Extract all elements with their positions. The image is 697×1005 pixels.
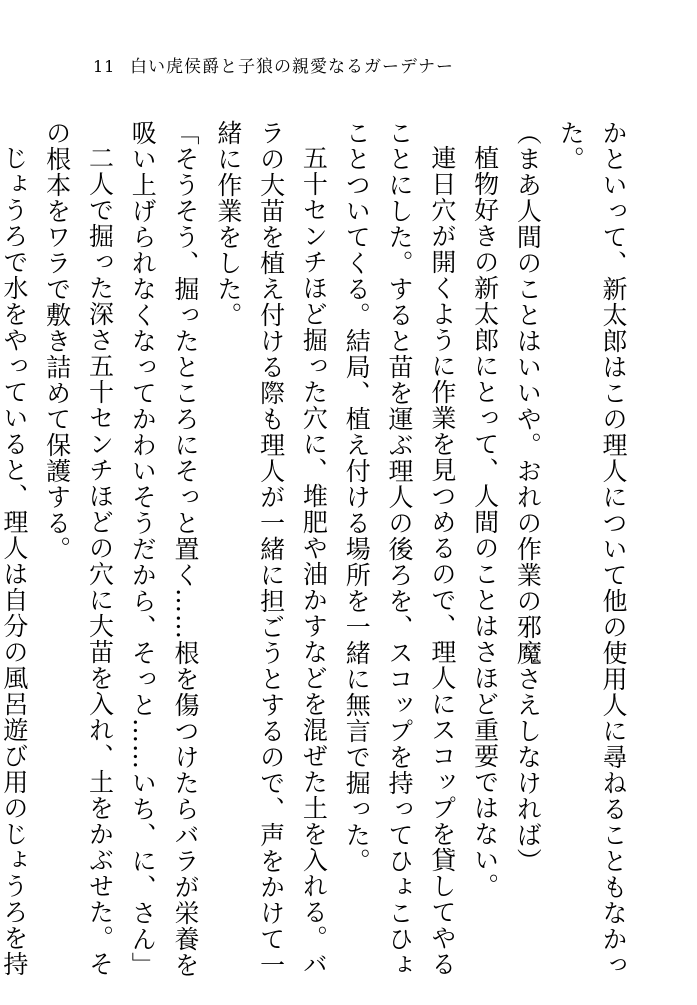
running-title: 白い虎侯爵と子狼の親愛なるガーデナー	[130, 57, 454, 77]
paragraph: じょうろで水をやっていると、理人は自分の風呂遊び用のじょうろを持	[0, 145, 29, 977]
page-number: 11	[93, 57, 116, 76]
paragraph: 植物好きの新太郎にとって、人間のことはさほど重要ではない。	[470, 145, 500, 899]
paragraph: 連日穴が開くように作業を見つめるので、理人にスコップを貸してやることにした。すると苗を運ぶ理人の後ろを、スコップを持ってひょこひょことついてくる。結局、植え付ける場所を一緒に無言で掘った。	[342, 120, 457, 978]
paragraph: （まあ人間のことはいいや。おれの作業の邪魔さえしなければ）	[513, 120, 543, 874]
paragraph: 二人で掘った深さ五十センチほどの穴に大苗を入れ、土をかぶせた。その根本をワラで敷き詰めて保護する。	[42, 120, 115, 977]
paragraph: 五十センチほど掘った穴に、堆肥や油かすなどを混ぜた土を入れる。バラの大苗を植え付ける際も理人が一緒に担ごうとするので、声をかけて一緒に作業をした。	[213, 120, 329, 978]
paragraph: 「そうそう、掘ったところにそっと置く……根を傷つけたらバラが栄養を吸い上げられなくなってかわいそうだから、そっと……いち、に、さん」	[128, 120, 201, 978]
vertical-body-text	[0, 120, 634, 980]
page-header	[0, 56, 697, 80]
paragraph: かといって、新太郎はこの理人について他の使用人に尋ねることもなかった。	[556, 120, 628, 978]
